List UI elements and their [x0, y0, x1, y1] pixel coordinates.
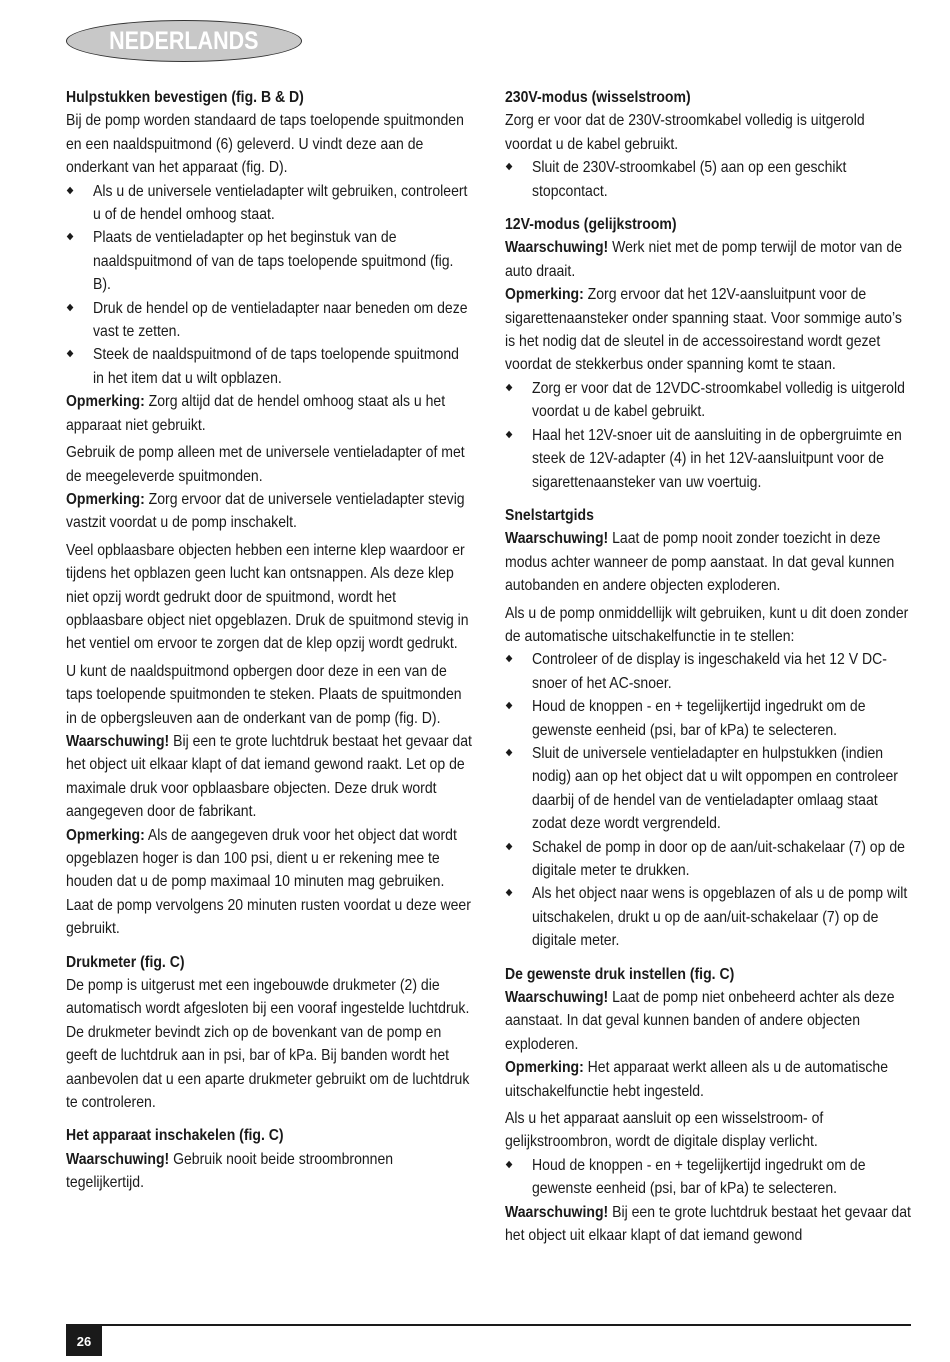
note-paragraph: Opmerking: Zorg ervoor dat de universele ventieladapter stevig vastzit voordat u de pomp inschakelt.	[66, 490, 465, 532]
paragraph: Zorg er voor dat de 230V-stroomkabel volledig is uitgerold voordat u de kabel gebruikt.	[505, 112, 865, 153]
diamond-bullet-icon	[506, 842, 513, 849]
left-column	[66, 86, 474, 1199]
right-column	[505, 86, 915, 1248]
language-label: NEDERLANDS	[109, 26, 259, 55]
paragraph: De pomp is uitgerust met een ingebouwde drukmeter (2) die automatisch wordt afgesloten bij een vooraf ingestelde luchtdruk. De drukmeter bevindt zich op de bovenkant van de pomp en geeft de luchtdruk aan in psi, bar of kPa. Bij banden wordt het aanbevolen dat u een aparte drukmeter gebruikt om de luchtdruk te controleren.	[66, 977, 470, 1112]
list-item: Steek de naaldspuitmond of de taps toelopende spuitmond in het item dat u wilt opblazen.	[66, 343, 474, 390]
list-item: Plaats de ventieladapter op het beginstuk van de naaldspuitmond of van de taps toelopende spuitmond (fig. B).	[66, 226, 474, 296]
paragraph: Bij de pomp worden standaard de taps toelopende spuitmonden en een naaldspuitmond (6) geleverd. U vindt deze aan de onderkant van het apparaat (fig. D).	[66, 112, 464, 177]
paragraph: Als u het apparaat aansluit op een wisselstroom- of gelijkstroombron, wordt de digitale display verlicht.	[505, 1110, 824, 1151]
diamond-bullet-icon	[506, 384, 513, 391]
list-item: Houd de knoppen - en + tegelijkertijd ingedrukt om de gewenste eenheid (psi, bar of kPa) te selecteren.	[505, 695, 915, 742]
list-item: Haal het 12V-snoer uit de aansluiting in de opbergruimte en steek de 12V-adapter (4) in het 12V-aansluitpunt voor de sigarettenaansteker van uw voertuig.	[505, 424, 915, 494]
note-paragraph: Opmerking: Zorg ervoor dat het 12V-aansluitpunt voor de sigarettenaansteker onder spanning staat. Voor sommige auto’s is het nodig dat de sleutel in de accessoirestand wordt gezet voordat de stekkerbus onder spanning komt te staan.	[505, 286, 902, 374]
warning-paragraph: Waarschuwing! Laat de pomp niet onbeheerd achter als deze aanstaat. In dat geval kunnen banden of andere objecten exploderen.	[505, 989, 895, 1053]
heading-drukmeter: Drukmeter (fig. C)	[66, 953, 185, 971]
heading-druk-instellen: De gewenste druk instellen (fig. C)	[505, 965, 735, 983]
warning-paragraph: Waarschuwing! Gebruik nooit beide stroombronnen tegelijkertijd.	[66, 1150, 394, 1192]
list-item: Als het object naar wens is opgeblazen of als u de pomp wilt uitschakelen, drukt u op de aan/uit-schakelaar (7) op de digitale meter.	[505, 882, 915, 952]
bullet-list	[505, 648, 915, 952]
diamond-bullet-icon	[506, 749, 513, 756]
list-item: Als u de universele ventieladapter wilt gebruiken, controleert u of de hendel omhoog staat.	[66, 180, 474, 227]
diamond-bullet-icon	[506, 655, 513, 662]
diamond-bullet-icon	[506, 702, 513, 709]
bullet-list	[505, 1154, 915, 1201]
warning-paragraph: Waarschuwing! Werk niet met de pomp terwijl de motor van de auto draait.	[505, 239, 903, 280]
heading-inschakelen: Het apparaat inschakelen (fig. C)	[66, 1127, 284, 1145]
footer-rule	[66, 1324, 911, 1326]
note-paragraph: Opmerking: Als de aangegeven druk voor het object dat wordt opgeblazen hoger is dan 100 psi, dient u er rekening mee te houden dat u de pomp maximaal 10 minuten mag gebruiken. Laat de pomp vervolgens 20 minuten rusten voordat u deze weer gebruikt.	[66, 826, 471, 938]
diamond-bullet-icon	[506, 430, 513, 437]
diamond-bullet-icon	[506, 1161, 513, 1168]
heading-230v: 230V-modus (wisselstroom)	[505, 89, 691, 106]
diamond-bullet-icon	[506, 889, 513, 896]
heading-snelstartgids: Snelstartgids	[505, 506, 594, 524]
diamond-bullet-icon	[67, 350, 74, 357]
list-item: Controleer of de display is ingeschakeld via het 12 V DC-snoer of het AC-snoer.	[505, 648, 915, 695]
language-badge	[66, 20, 302, 62]
warning-paragraph: Waarschuwing! Laat de pomp nooit zonder toezicht in deze modus achter wanneer de pomp aanstaat. In dat geval kunnen autobanden en andere objecten exploderen.	[505, 530, 895, 595]
list-item: Zorg er voor dat de 12VDC-stroomkabel volledig is uitgerold voordat u de kabel gebruikt.	[505, 377, 915, 424]
paragraph: Veel opblaasbare objecten hebben een interne klep waardoor er tijdens het opblazen geen lucht kan ontsnappen. Als deze klep niet opzij wordt gedrukt door de spuitmond, wordt het opblaasbare object niet opgeblazen. Druk de spuitmond stevig in het ventiel om ervoor te zorgen dat de klep opzij wordt gedrukt.	[66, 541, 469, 653]
warning-paragraph: Waarschuwing! Bij een te grote luchtdruk bestaat het gevaar dat het object uit elkaar klapt of dat iemand gewond	[505, 1203, 911, 1245]
diamond-bullet-icon	[67, 186, 74, 193]
note-paragraph: Opmerking: Zorg altijd dat de hendel omhoog staat als u het apparaat niet gebruikt.	[66, 393, 446, 434]
diamond-bullet-icon	[67, 233, 74, 240]
warning-paragraph: Waarschuwing! Bij een te grote luchtdruk bestaat het gevaar dat het object uit elkaar klapt of dat iemand gewond raakt. Let op de maximale druk voor opblaasbare objecten. Deze druk wordt aangegeven door de fabrikant.	[66, 732, 472, 821]
list-item: Houd de knoppen - en + tegelijkertijd ingedrukt om de gewenste eenheid (psi, bar of kPa) te selecteren.	[505, 1154, 915, 1201]
bullet-list	[505, 156, 915, 203]
bullet-list	[66, 180, 474, 391]
paragraph: U kunt de naaldspuitmond opbergen door deze in een van de taps toelopende spuitmonden te steken. Plaats de spuitmonden in de opbergsleuven aan de onderkant van de pomp (fig. D).	[66, 662, 462, 727]
page-number: 26	[66, 1326, 102, 1356]
note-paragraph: Opmerking: Het apparaat werkt alleen als u de automatische uitschakelfunctie hebt ingesteld.	[505, 1059, 889, 1100]
diamond-bullet-icon	[506, 163, 513, 170]
paragraph: Als u de pomp onmiddellijk wilt gebruiken, kunt u dit doen zonder de automatische uitschakelfunctie in te stellen:	[505, 604, 909, 645]
list-item: Druk de hendel op de ventieladapter naar beneden om deze vast te zetten.	[66, 297, 474, 344]
heading-12v: 12V-modus (gelijkstroom)	[505, 216, 677, 234]
list-item: Sluit de universele ventieladapter en hulpstukken (indien nodig) aan op het object dat u wilt oppompen en controleer daarbij of de hendel van de ventieladapter omlaag staat zodat deze wordt vergrendeld.	[505, 742, 915, 836]
diamond-bullet-icon	[67, 303, 74, 310]
paragraph: Gebruik de pomp alleen met de universele ventieladapter of met de meegeleverde spuitmonden.	[66, 444, 465, 485]
heading-hulpstukken: Hulpstukken bevestigen (fig. B & D)	[66, 89, 304, 106]
bullet-list	[505, 377, 915, 494]
list-item: Sluit de 230V-stroomkabel (5) aan op een geschikt stopcontact.	[505, 156, 915, 203]
list-item: Schakel de pomp in door op de aan/uit-schakelaar (7) op de digitale meter te drukken.	[505, 836, 915, 883]
